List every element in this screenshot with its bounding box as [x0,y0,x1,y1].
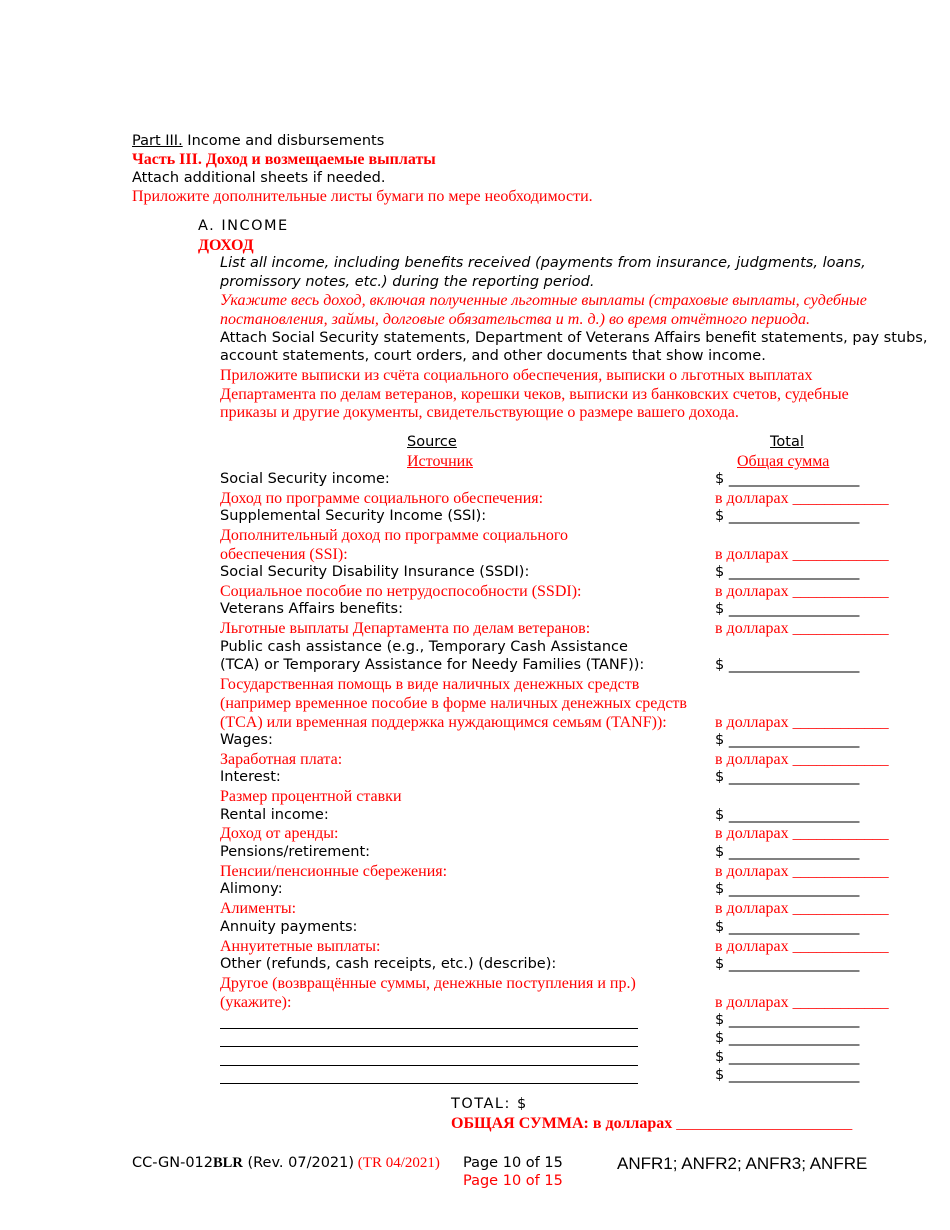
describe-line[interactable] [220,1028,638,1029]
row-interest-label: Interest: [220,769,281,785]
row-ssi-label-ru2: обеспечения (SSI): [220,546,348,563]
describe-line[interactable] [220,1046,638,1047]
row-annuity-amount-ru[interactable]: в долларах ____________ [715,938,889,955]
row-public-cash-label-ru2: (например временное пособие в форме наличных денежных средств [220,695,687,712]
row-other-label-ru2: (укажите): [220,994,292,1011]
total-label: TOTAL: $ [451,1096,528,1112]
row-annuity-amount[interactable]: $ __________________ [715,919,860,935]
column-source-ru: Источник [407,453,473,470]
row-ss-income-label: Social Security income: [220,471,390,487]
row-public-cash-amount[interactable]: $ __________________ [715,657,860,673]
row-ssi-amount-ru[interactable]: в долларах ____________ [715,546,889,563]
other-amount-line[interactable]: $ __________________ [715,1012,860,1028]
row-interest-amount[interactable]: $ __________________ [715,769,860,785]
income-heading: A. INCOME [198,218,289,234]
column-total-ru: Общая сумма [737,453,830,470]
row-public-cash-label2: (TCA) or Temporary Assistance for Needy Families (TANF)): [220,657,645,673]
row-public-cash-label-ru1: Государственная помощь в виде наличных денежных средств [220,676,640,693]
row-ssdi-amount[interactable]: $ __________________ [715,564,860,580]
total-label-ru-text: ОБЩАЯ СУММА: в долларах [451,1115,677,1132]
row-interest-label-ru: Размер процентной ставки [220,788,402,805]
income-attach-ru1: Приложите выписки из счёта социального обеспечения, выписки о льготных выплатах [220,367,813,384]
income-instruction-ru1: Укажите весь доход, включая полученные льготные выплаты (страховые выплаты, судебные [220,292,867,309]
other-amount-line[interactable]: $ __________________ [715,1030,860,1046]
row-ssdi-label-ru: Социальное пособие по нетрудоспособности (SSDI): [220,583,582,600]
row-other-amount[interactable]: $ __________________ [715,956,860,972]
income-instruction-ru2: постановления, займы, долговые обязательства и т. д.) во время отчётного периода. [220,311,811,328]
income-instruction-line1: List all income, including benefits received (payments from insurance, judgments, loans, [220,255,866,271]
row-ss-income-amount[interactable]: $ __________________ [715,471,860,487]
row-alimony-amount-ru[interactable]: в долларах ____________ [715,900,889,917]
total-label-ru [451,1115,852,1132]
row-wages-label-ru: Заработная плата: [220,751,343,768]
row-wages-amount-ru[interactable]: в долларах ____________ [715,751,889,768]
page-number: Page 10 of 15 [463,1155,563,1171]
row-alimony-label: Alimony: [220,881,283,897]
part-title: Income and disbursements [182,133,385,149]
row-ssi-label-ru1: Дополнительный доход по программе социального [220,527,569,544]
row-pensions-label: Pensions/retirement: [220,844,371,860]
part-label: Part III. [132,133,183,149]
other-amount-line[interactable]: $ __________________ [715,1067,860,1083]
row-pensions-amount-ru[interactable]: в долларах ____________ [715,863,889,880]
form-code-bold: BLR [213,1155,243,1171]
part-heading-ru: Часть III. Доход и возмещаемые выплаты [132,151,436,168]
form-code [132,1155,440,1172]
describe-line[interactable] [220,1083,638,1084]
row-other-label-ru1: Другое (возвращённые суммы, денежные поступления и пр.) [220,975,636,992]
row-rental-amount[interactable]: $ __________________ [715,807,860,823]
part-heading [132,133,384,150]
row-ss-income-amount-ru[interactable]: в долларах ____________ [715,490,889,507]
row-va-amount-ru[interactable]: в долларах ____________ [715,620,889,637]
row-public-cash-amount-ru[interactable]: в долларах ____________ [715,714,889,731]
income-heading-ru: ДОХОД [198,237,254,254]
row-rental-label: Rental income: [220,807,329,823]
row-public-cash-label1: Public cash assistance (e.g., Temporary Cash Assistance [220,639,628,655]
row-va-label-ru: Льготные выплаты Департамента по делам ветеранов: [220,620,591,637]
row-wages-label: Wages: [220,732,273,748]
income-attach-ru2: Департамента по делам ветеранов, корешки чеков, выписки из банковских счетов, судебные [220,386,849,403]
form-ids: ANFR1; ANFR2; ANFR3; ANFRE [617,1154,868,1173]
column-source: Source [407,434,457,450]
attach-note: Attach additional sheets if needed. [132,170,386,186]
form-translation-date: (TR 04/2021) [354,1155,440,1171]
column-total: Total [770,434,804,450]
row-ssi-label: Supplemental Security Income (SSI): [220,508,487,524]
row-other-label: Other (refunds, cash receipts, etc.) (describe): [220,956,557,972]
row-ssi-amount[interactable]: $ __________________ [715,508,860,524]
form-revision: (Rev. 07/2021) [242,1155,355,1171]
row-rental-amount-ru[interactable]: в долларах ____________ [715,825,889,842]
row-annuity-label: Annuity payments: [220,919,358,935]
other-amount-line[interactable]: $ __________________ [715,1049,860,1065]
form-code-prefix: CC-GN-012 [132,1155,214,1171]
income-instruction-line2: promissory notes, etc.) during the reporting period. [220,274,595,290]
row-alimony-amount[interactable]: $ __________________ [715,881,860,897]
row-ss-income-label-ru: Доход по программе социального обеспечения: [220,490,544,507]
row-pensions-label-ru: Пенсии/пенсионные сбережения: [220,863,448,880]
describe-line[interactable] [220,1065,638,1066]
row-public-cash-label-ru3: (TCA) или временная поддержка нуждающимся семьям (TANF)): [220,714,667,731]
row-annuity-label-ru: Аннуитетные выплаты: [220,938,381,955]
row-va-amount[interactable]: $ __________________ [715,601,860,617]
row-wages-amount[interactable]: $ __________________ [715,732,860,748]
row-rental-label-ru: Доход от аренды: [220,825,339,842]
income-attach-ru3: приказы и другие документы, свидетельствующие о размере вашего дохода. [220,404,739,421]
row-alimony-label-ru: Алименты: [220,900,297,917]
total-amount-ru[interactable]: ______________________ [676,1115,853,1132]
income-attach-line2: account statements, court orders, and other documents that show income. [220,348,766,364]
row-va-label: Veterans Affairs benefits: [220,601,403,617]
row-other-amount-ru[interactable]: в долларах ____________ [715,994,889,1011]
attach-note-ru: Приложите дополнительные листы бумаги по мере необходимости. [132,188,593,205]
row-pensions-amount[interactable]: $ __________________ [715,844,860,860]
row-ssdi-amount-ru[interactable]: в долларах ____________ [715,583,889,600]
row-ssdi-label: Social Security Disability Insurance (SSDI): [220,564,530,580]
income-attach-line1: Attach Social Security statements, Department of Veterans Affairs benefit statements, pay stubs, [220,330,928,346]
page-number-ru: Page 10 of 15 [463,1173,563,1189]
